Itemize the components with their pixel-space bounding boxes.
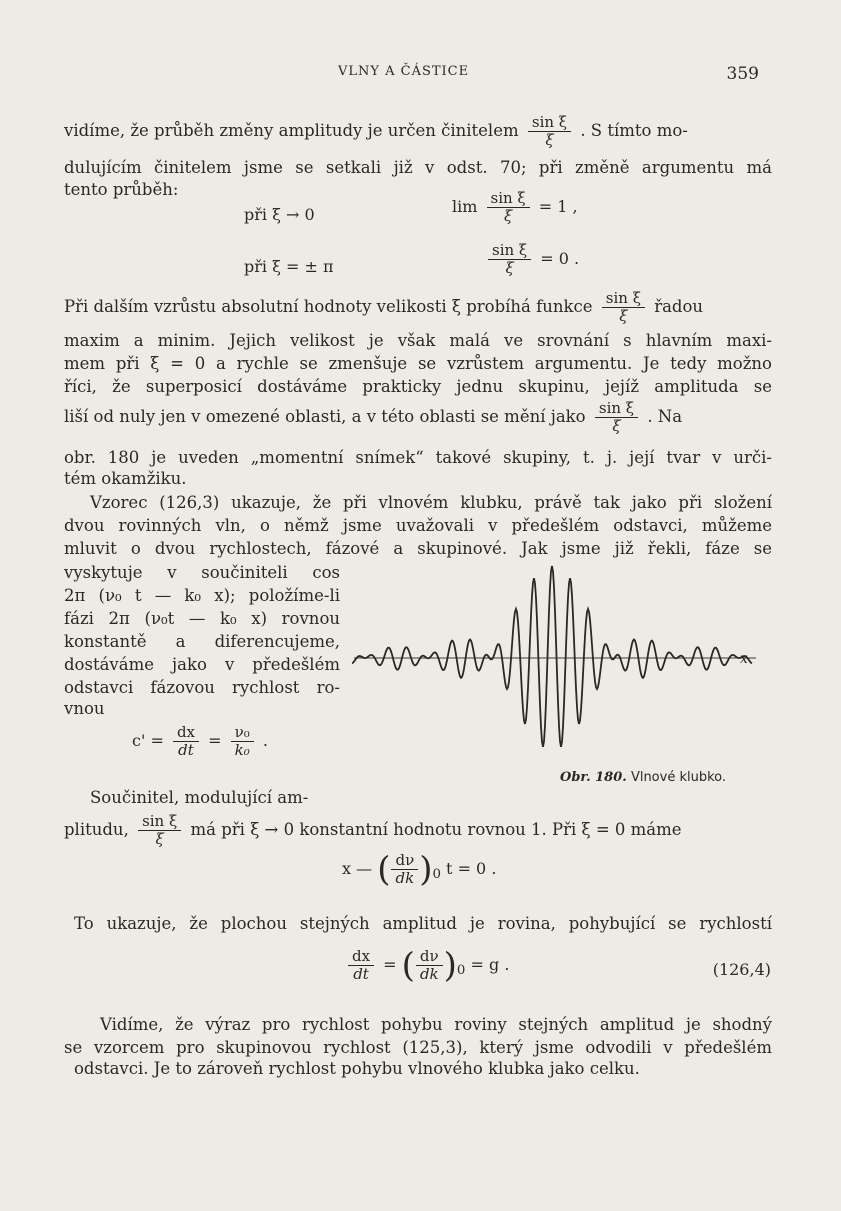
para2-line6: obr. 180 je uveden „momentní snímek“ takové skupiny, t. j. její tvar v urči- [64,448,772,467]
subscript: 0 [456,963,466,979]
fraction-sinx-over-x [488,242,531,277]
fraction-denominator: ξ [503,207,513,225]
eq-end: . [262,731,268,750]
fraction-numerator: sin ξ [487,190,530,208]
right-paren: ) [443,945,457,986]
running-title: VLNY A ČÁSTICE [338,64,470,79]
para1-line3: tento průběh: [64,180,179,199]
fraction-denominator: ξ [545,131,554,149]
fraction-denominator: dk [395,869,415,887]
para2-line5 [64,400,682,435]
para4-line2 [64,813,682,848]
subscript: 0 [432,867,441,883]
right-paren: ) [419,849,433,890]
para3-line3: mluvit o dvou rychlostech, fázové a skupinové. Jak jsme již řekli, fáze se [64,539,772,558]
para3-narrow-line7: vnou [64,699,105,718]
para4-line1: Součinitel, modulující am- [90,788,309,807]
eq-rhs: = 1 , [538,197,578,216]
left-paren: ( [401,945,415,986]
fraction-numerator: dx [348,948,374,966]
eq-rhs: = 0 . [540,249,580,268]
text-span: vidíme, že průběh změny amplitudy je určen činitelem [64,121,519,140]
para3-narrow-line4: konstantě a diferencujeme, [64,632,340,651]
fraction-numerator: sin ξ [595,400,638,418]
eq1-limit [452,190,578,225]
para2-line2: maxim a minim. Jejich velikost je však malá ve srovnání s hlavním maxi- [64,331,772,350]
fraction-numerator: dν [391,852,418,870]
text-span: řadou [654,297,704,316]
fraction-denominator: ξ [619,307,628,325]
para3-narrow-line5: dostáváme jako v předešlém [64,655,340,674]
para3-narrow-line6: odstavci fázovou rychlost ro- [64,678,340,697]
para3-narrow-line3: fázi 2π (ν₀t — k₀ x) rovnou [64,609,340,628]
page-number: 359 [726,64,759,84]
fraction-numerator: dν [416,948,443,966]
para3-narrow-line1: vyskytuje v součiniteli cos [64,563,340,582]
fraction-sinx-over-x [595,400,638,435]
para2-line7: tém okamžiku. [64,469,187,488]
fraction-denominator: dt [178,741,194,759]
fraction-numerator: sin ξ [602,290,645,308]
fraction-dx-dt [173,724,199,759]
fraction-sinx-over-x [528,114,571,149]
fraction-dnu-dk [391,852,418,887]
text-span: má při ξ → 0 konstantní hodnotu rovnou 1. Při ξ = 0 máme [190,820,682,839]
fraction-numerator: dx [173,724,199,742]
text-span: . S tímto mo- [580,121,688,140]
eq-rhs: t = 0 . [446,859,497,878]
fraction-sinx-over-x [602,290,645,325]
fraction-nu-over-k [231,724,254,759]
text-span: liší od nuly jen v omezené oblasti, a v této oblasti se mění jako [64,407,586,426]
eq-rhs: = g . [470,955,510,974]
fraction-denominator: dt [353,965,369,983]
para3-line1: Vzorec (126,3) ukazuje, že při vlnovém klubku, právě tak jako při složení [90,493,772,512]
eq-equals: = [208,731,222,750]
text-span: . Na [647,407,683,426]
wave-packet-curve [352,566,752,747]
figure-title: Vlnové klubko. [630,770,727,785]
figure-caption [560,770,726,785]
fraction-sinx-over-x [138,813,181,848]
eq1-condition2: při ξ = ± π [244,257,334,276]
text-span: plitudu, [64,820,129,839]
text-span: Při dalším vzrůstu absolutní hodnoty velikosti ξ probíhá funkce [64,297,593,316]
eq1-condition: při ξ → 0 [244,205,315,224]
para3-narrow-line2: 2π (ν₀ t — k₀ x); položíme-li [64,586,340,605]
left-paren: ( [377,849,391,890]
fraction-numerator: ν₀ [231,724,254,742]
fraction-denominator: ξ [155,830,164,848]
para6-line1: Vidíme, že výraz pro rychlost pohybu roviny stejných amplitud je shodný [100,1015,772,1034]
para3-line2: dvou rovinných vln, o němž jsme uvažovali v předešlém odstavci, můžeme [64,516,772,535]
figure-number: Obr. 180. [560,770,627,785]
fraction-denominator: ξ [612,417,621,435]
eq1-second [484,242,579,277]
eq-lhs: x — [342,859,373,878]
fraction-denominator: ξ [505,259,514,277]
wave-packet-figure [352,556,772,760]
fraction-numerator: sin ξ [138,813,181,831]
para2-line1 [64,290,703,325]
eq-lhs: c' = [132,731,164,750]
eq2-phase-velocity [132,724,268,759]
fraction-numerator: sin ξ [528,114,571,132]
para1-line2: dulujícím činitelem jsme se setkali již v odst. 70; při změně argumentu má [64,158,772,177]
fraction-dx-dt [348,948,374,983]
para2-line4: říci, že superposicí dostáváme prakticky jednu skupinu, jejíž amplituda se [64,377,772,396]
x-axis-label: x [740,651,748,667]
eq4-group-velocity [344,945,510,986]
eq-equals: = [383,955,397,974]
fraction-denominator: k₀ [234,741,250,759]
fraction-denominator: dk [419,965,439,983]
equation-number: (126,4) [712,960,771,979]
para6-line3: odstavci. Je to zároveň rychlost pohybu vlnového klubka jako celku. [74,1059,640,1078]
eq3 [342,849,497,890]
para6-line2: se vzorcem pro skupinovou rychlost (125,3), který jsme odvodili v předešlém [64,1038,772,1057]
para2-line3: mem při ξ = 0 a rychle se zmenšuje se vzrůstem argumentu. Je tedy možno [64,354,772,373]
fraction-dnu-dk [416,948,443,983]
para5-line1: To ukazuje, že plochou stejných amplitud je rovina, pohybující se rychlostí [74,914,772,933]
para1-line1 [64,114,688,149]
fraction-numerator: sin ξ [488,242,531,260]
fraction-sinx-over-x [487,190,530,225]
lim-operator: lim [452,197,478,216]
